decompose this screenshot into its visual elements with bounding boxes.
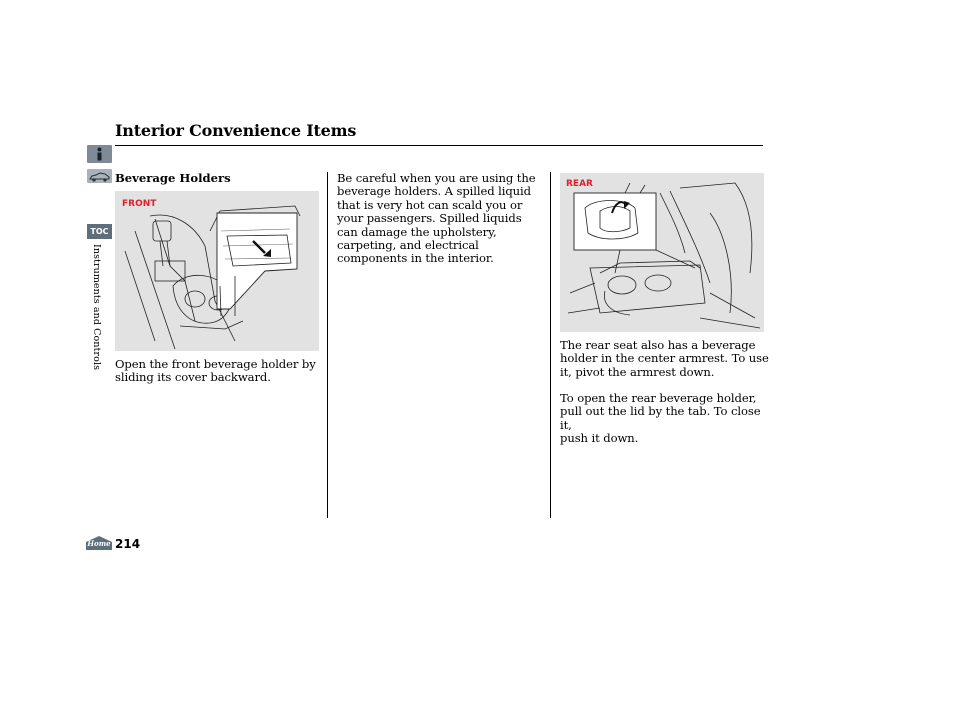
column-divider-1 [327,172,328,518]
front-caption-line-2: sliding its cover backward. [115,370,271,385]
rear-figure-label: REAR [566,179,593,189]
rear-para-2-line-2: pull out the lid by the tab. To close it, [560,404,761,432]
home-label: Home [87,539,111,548]
column-divider-2 [550,172,551,518]
front-console-illustration [115,191,319,351]
rear-armrest-illustration [560,173,764,332]
rear-para-2 [560,392,770,446]
warning-line-2: beverage holders. A spilled liquid [337,184,531,199]
info-tab[interactable] [87,145,112,163]
rear-para-1-line-2: holder in the center armrest. To use [560,351,769,366]
info-icon [87,145,112,163]
front-figure [115,191,319,351]
warning-text [337,172,542,266]
rear-para-1-line-3: it, pivot the armrest down. [560,364,715,379]
rear-para-2-line-3: push it down. [560,431,639,446]
section-tab: Instruments and Controls [91,244,102,371]
warning-line-3: that is very hot can scald you or [337,197,523,212]
home-button[interactable] [86,536,112,550]
rear-figure [560,173,764,332]
section-heading: Beverage Holders [115,171,231,185]
car-tab[interactable] [87,169,112,183]
title-rule [115,145,763,146]
warning-line-1: Be careful when you are using the [337,171,536,185]
warning-line-4: your passengers. Spilled liquids [337,211,522,226]
front-caption [115,358,320,385]
toc-tab[interactable] [87,224,112,239]
warning-line-6: carpeting, and electrical [337,238,479,253]
rear-para-2-line-1: To open the rear beverage holder, [560,391,757,405]
front-caption-line-1: Open the front beverage holder by [115,357,316,371]
rear-para-1-line-1: The rear seat also has a beverage [560,338,756,352]
front-figure-label: FRONT [122,199,157,209]
rear-para-1 [560,339,770,379]
car-icon [87,170,112,184]
page-number: 214 [115,537,141,551]
toc-icon: TOC [90,227,109,236]
page-title: Interior Convenience Items [115,121,357,140]
warning-line-7: components in the interior. [337,251,494,266]
warning-line-5: can damage the upholstery, [337,224,497,239]
